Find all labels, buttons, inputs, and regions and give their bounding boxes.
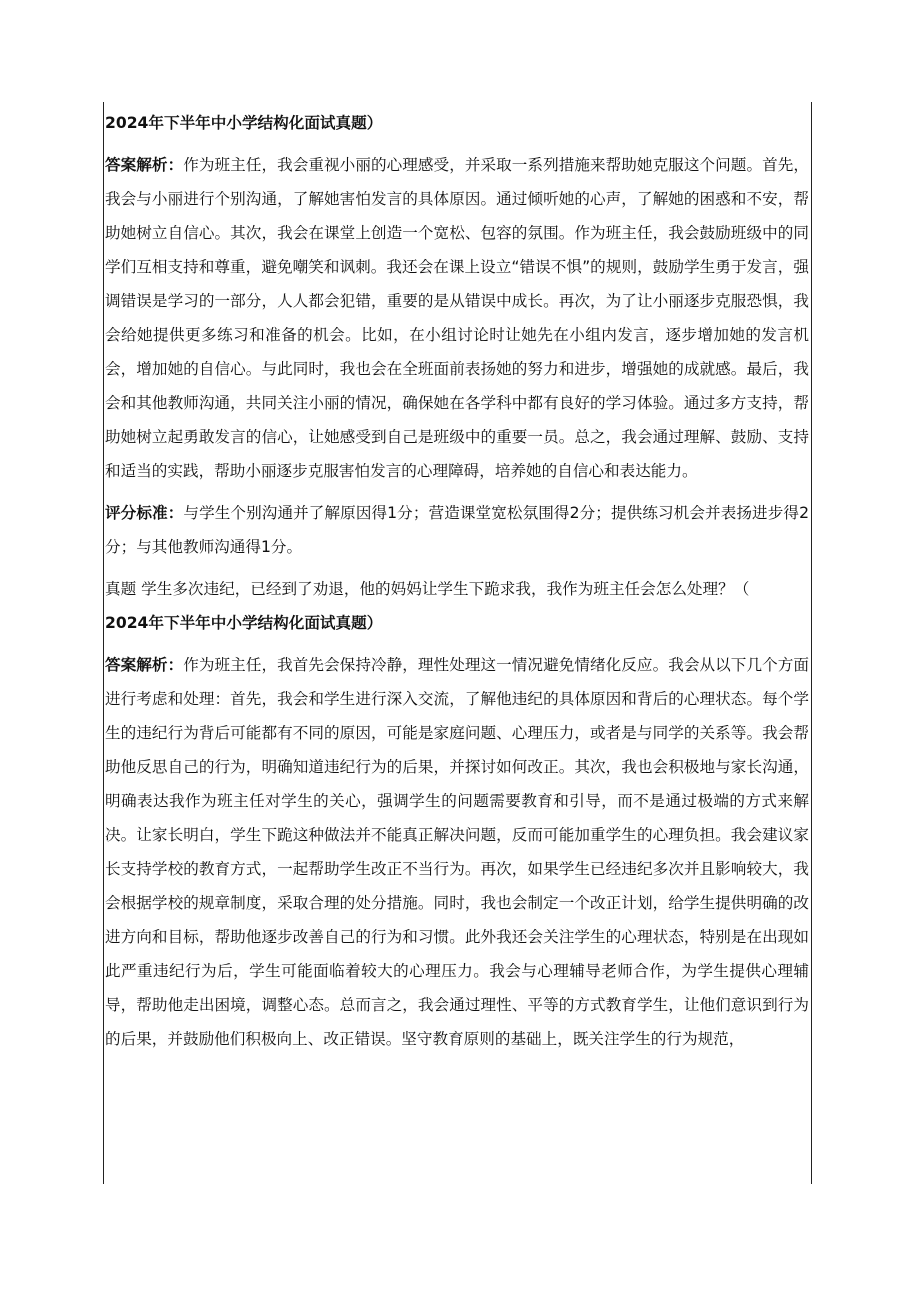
question-source-line — [105, 106, 809, 140]
question-source: 2024年下半年中小学结构化面试真题） — [105, 614, 383, 632]
scoring-label: 评分标准： — [105, 504, 184, 522]
scoring-text: 与学生个别沟通并了解原因得1分；营造课堂宽松氛围得2分；提供练习机会并表扬进步得2分；与其他教师沟通得1分。 — [105, 504, 809, 556]
scoring-paragraph — [105, 496, 809, 564]
answer-text: 作为班主任，我会重视小丽的心理感受，并采取一系列措施来帮助她克服这个问题。首先，我会与小丽进行个别沟通，了解她害怕发言的具体原因。通过倾听她的心声，了解她的困惑和不安，帮助她树立自信心。其次，我会在课堂上创造一个宽松、包容的氛围。作为班主任，我会鼓励班级中的同学们互相支持和尊重，避免嘲笑和讽刺。我还会在课上设立“错误不惧”的规则，鼓励学生勇于发言，强调错误是学习的一部分，人人都会犯错，重要的是从错误中成长。再次，为了让小丽逐步克服恐惧，我会给她提供更多练习和准备的机会。比如，在小组讨论时让她先在小组内发言，逐步增加她的发言机会，增加她的自信心。与此同时，我也会在全班面前表扬她的努力和进步，增强她的成就感。最后，我会和其他教师沟通，共同关注小丽的情况，确保她在各学科中都有良好的学习体验。通过多方支持，帮助她树立起勇敢发言的信心，让她感受到自己是班级中的重要一员。总之，我会通过理解、鼓励、支持和适当的实践，帮助小丽逐步克服害怕发言的心理障碍，培养她的自信心和表达能力。 — [105, 156, 809, 480]
answer-label: 答案解析： — [105, 656, 184, 674]
answer-paragraph-1 — [105, 148, 809, 488]
document-body — [105, 106, 809, 1064]
question-text: 真题 学生多次违纪，已经到了劝退，他的妈妈让学生下跪求我，我作为班主任会怎么处理？（ — [105, 580, 750, 598]
question-source: 2024年下半年中小学结构化面试真题） — [105, 114, 383, 132]
question-paragraph-2 — [105, 572, 809, 640]
answer-paragraph-2 — [105, 648, 809, 1056]
answer-text: 作为班主任，我首先会保持冷静，理性处理这一情况避免情绪化反应。我会从以下几个方面进行考虑和处理：首先，我会和学生进行深入交流，了解他违纪的具体原因和背后的心理状态。每个学生的违纪行为背后可能都有不同的原因，可能是家庭问题、心理压力，或者是与同学的关系等。我会帮助他反思自己的行为，明确知道违纪行为的后果，并探讨如何改正。其次，我也会积极地与家长沟通，明确表达我作为班主任对学生的关心，强调学生的问题需要教育和引导，而不是通过极端的方式来解决。让家长明白，学生下跪这种做法并不能真正解决问题，反而可能加重学生的心理负担。我会建议家长支持学校的教育方式，一起帮助学生改正不当行为。再次，如果学生已经违纪多次并且影响较大，我会根据学校的规章制度，采取合理的处分措施。同时，我也会制定一个改正计划，给学生提供明确的改进方向和目标，帮助他逐步改善自己的行为和习惯。此外我还会关注学生的心理状态，特别是在出现如此严重违纪行为后，学生可能面临着较大的心理压力。我会与心理辅导老师合作，为学生提供心理辅导，帮助他走出困境，调整心态。总而言之，我会通过理性、平等的方式教育学生，让他们意识到行为的后果，并鼓励他们积极向上、改正错误。坚守教育原则的基础上，既关注学生的行为规范， — [105, 656, 809, 1048]
answer-label: 答案解析： — [105, 156, 184, 174]
